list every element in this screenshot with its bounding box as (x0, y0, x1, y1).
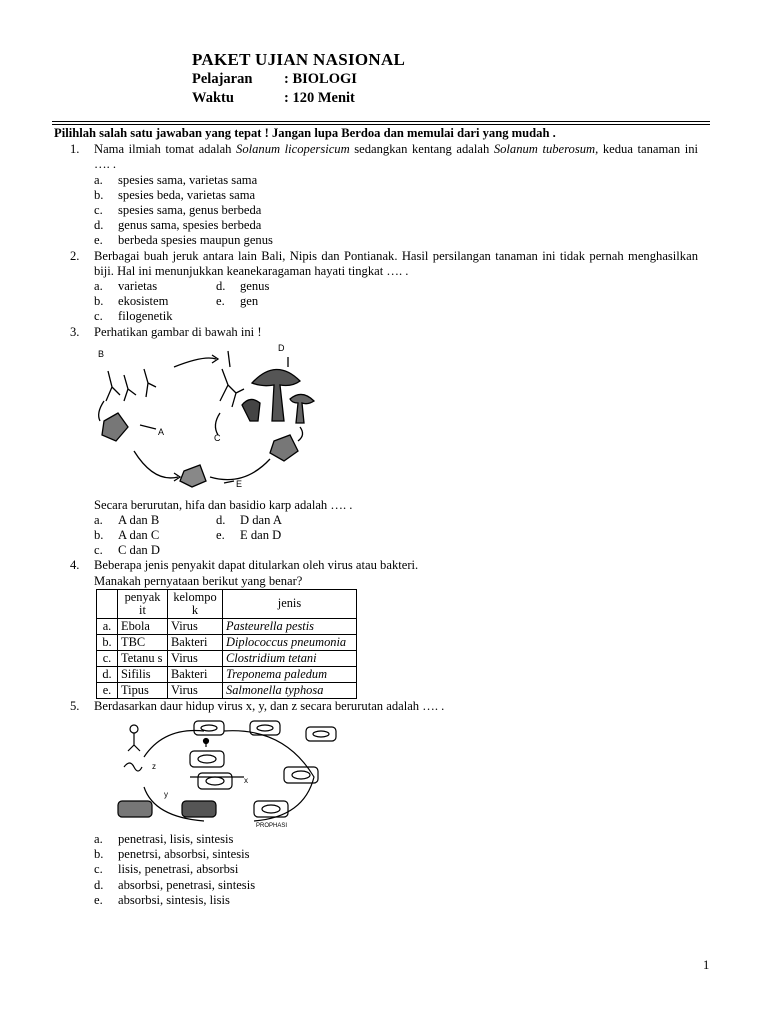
option-d[interactable]: d. genus (216, 278, 270, 293)
header-jenis: jenis (223, 589, 357, 618)
table-header-row (97, 589, 357, 618)
figure-label-y: y (164, 790, 168, 800)
question-number: 5. (70, 698, 80, 713)
fungus-life-cycle-figure (94, 343, 698, 495)
question-text: Berbagai buah jeruk antara lain Bali, Nipis dan Pontianak. Hasil persilangan tanaman ini tidak pernah menghasilkan biji. Hal ini menunjukkan keanekaragaman hayati tingkat …. . (94, 248, 698, 278)
figure-label-prophase: PROPHASI (256, 823, 288, 830)
disease-table (96, 589, 357, 699)
question-text-2: Manakah pernyataan berikut yang benar? (94, 573, 303, 588)
figure-label-c: C (214, 432, 221, 443)
options-list (94, 832, 698, 908)
options-row (94, 279, 698, 294)
option-b[interactable]: b. ekosistem (94, 294, 169, 309)
option-a[interactable]: a. spesies sama, varietas sama (94, 172, 258, 187)
options-list (94, 173, 698, 249)
table-row[interactable]: b. TBC Bakteri Diplococcus pneumonia (97, 634, 357, 650)
options-row (94, 294, 698, 309)
question-2 (54, 249, 698, 325)
q1-text-3: , kedua tanaman ini …. . (94, 142, 698, 172)
option-b[interactable]: b. A dan C (94, 528, 160, 543)
question-number: 1. (70, 142, 80, 157)
document-header (192, 50, 405, 108)
time-value: : 120 Menit (284, 90, 355, 106)
header-penyakit: penyak it (118, 589, 168, 618)
question-number: 3. (70, 324, 80, 339)
option-d[interactable]: d. absorbsi, penetrasi, sintesis (94, 877, 256, 892)
option-e[interactable]: e. gen (216, 294, 259, 309)
table-row[interactable]: a. Ebola Virus Pasteurella pestis (97, 618, 357, 634)
subject-key: Pelajaran (192, 71, 253, 87)
option-a[interactable]: a. A dan B (94, 512, 160, 527)
figure-label-b: B (98, 348, 105, 359)
header-rule-thin (52, 124, 710, 125)
time-row (192, 89, 405, 108)
table-row[interactable]: d. Sifilis Bakteri Treponema paledum (97, 666, 357, 682)
figure-label-e: E (236, 478, 243, 489)
options-row (94, 309, 698, 324)
figure-label-z: z (152, 762, 156, 772)
figure-label-a: A (158, 426, 165, 437)
option-b[interactable]: b. spesies beda, varietas sama (94, 187, 256, 202)
option-c[interactable]: c. spesies sama, genus berbeda (94, 202, 262, 217)
exam-title: PAKET UJIAN NASIONAL (192, 50, 406, 69)
virus-life-cycle-figure (94, 717, 698, 829)
option-e[interactable]: e. berbeda spesies maupun genus (94, 233, 273, 248)
subject-row (192, 70, 405, 89)
table-row[interactable]: e. Tipus Virus Salmonella typhosa (97, 682, 357, 698)
option-e[interactable]: e. absorbsi, sintesis, lisis (94, 892, 230, 907)
question-text: Berdasarkan daur hidup virus x, y, dan z secara berurutan adalah …. . (94, 698, 445, 713)
option-b[interactable]: b. penetrsi, absorbsi, sintesis (94, 847, 250, 862)
options-row (94, 513, 698, 528)
option-a[interactable]: a. varietas (94, 278, 158, 293)
option-c[interactable]: c. C dan D (94, 543, 160, 558)
question-number: 2. (70, 248, 80, 263)
question-4 (54, 558, 698, 698)
question-text-1: Beberapa jenis penyakit dapat ditularkan oleh virus atau bakteri. (94, 558, 419, 573)
q1-text-1: Nama ilmiah tomat adalah (94, 142, 237, 157)
q1-species-1: Solanum licopersicum (236, 142, 350, 157)
table-row[interactable]: c. Tetanu s Virus Clostridium tetani (97, 650, 357, 666)
header-kelompok: kelompo k (168, 589, 223, 618)
question-5 (54, 699, 698, 908)
question-text (94, 142, 698, 172)
q1-species-2: Solanum tuberosum (493, 142, 596, 157)
options-row (94, 543, 698, 558)
option-e[interactable]: e. E dan D (216, 528, 282, 543)
instruction: Pilihlah salah satu jawaban yang tepat ! Jangan lupa Berdoa dan memulai dari yang mudah . (54, 126, 556, 140)
q1-text-2: sedangkan kentang adalah (349, 142, 494, 157)
option-a[interactable]: a. penetrasi, lisis, sintesis (94, 832, 234, 847)
question-1 (54, 142, 698, 248)
options-row (94, 528, 698, 543)
header-rule-thick (52, 121, 710, 122)
exam-content (54, 126, 698, 908)
option-d[interactable]: d. D dan A (216, 512, 282, 527)
option-d[interactable]: d. genus sama, spesies berbeda (94, 218, 262, 233)
figure-label-x: x (244, 776, 248, 786)
option-c[interactable]: c. filogenetik (94, 309, 173, 324)
figure-label-d: D (278, 342, 285, 353)
page-number: 1 (703, 958, 710, 972)
question-3 (54, 325, 698, 559)
option-c[interactable]: c. lisis, penetrasi, absorbsi (94, 862, 239, 877)
time-key: Waktu (192, 90, 234, 106)
question-number: 4. (70, 558, 80, 573)
question-followup: Secara berurutan, hifa dan basidio karp adalah …. . (94, 497, 353, 512)
subject-value: : BIOLOGI (284, 71, 357, 87)
question-text: Perhatikan gambar di bawah ini ! (94, 324, 262, 339)
